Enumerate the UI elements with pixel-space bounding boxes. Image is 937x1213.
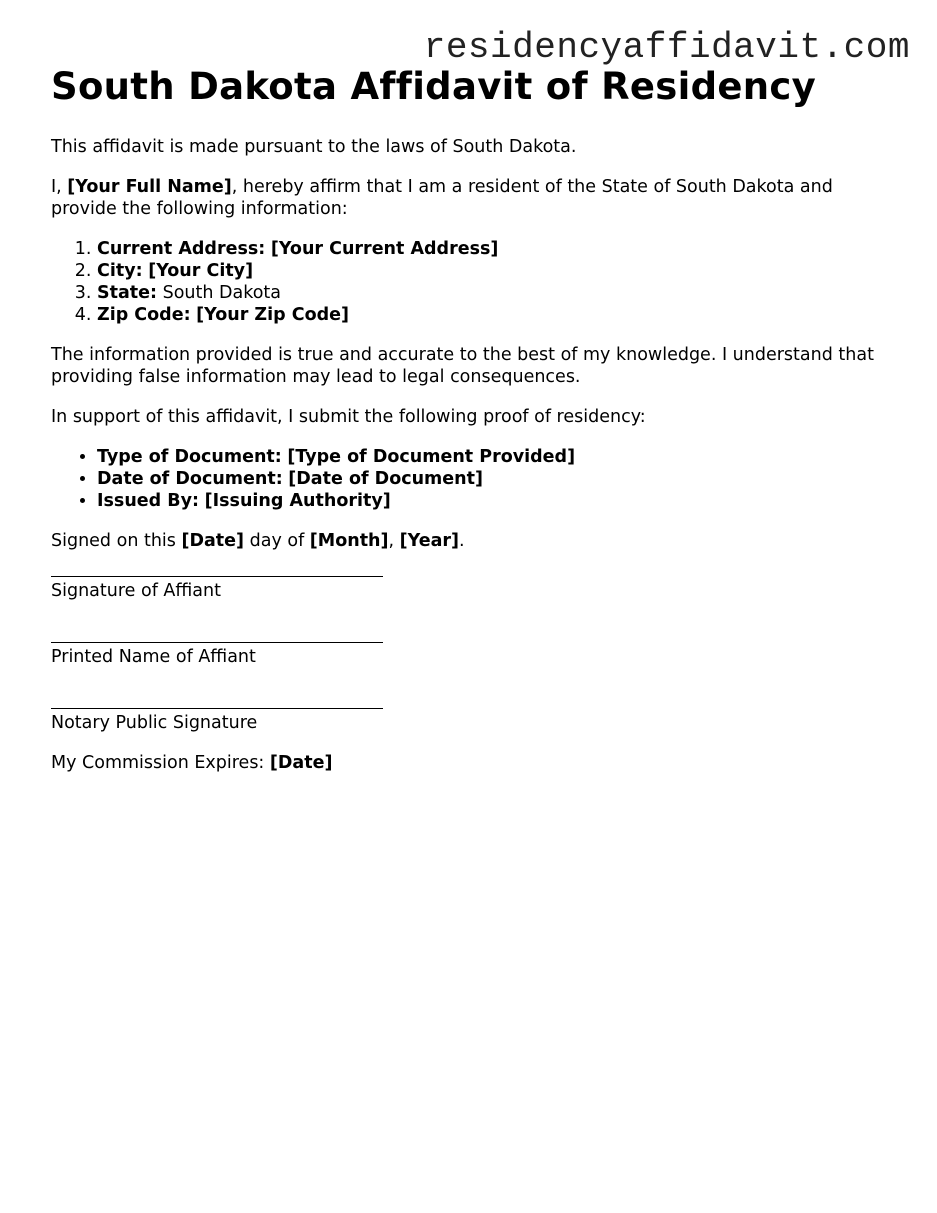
info-value: South Dakota bbox=[162, 283, 282, 303]
signed-prefix: Signed on this bbox=[51, 531, 182, 551]
page-title: South Dakota Affidavit of Residency bbox=[51, 65, 817, 108]
info-item-zip bbox=[97, 304, 891, 326]
notary-signature-line[interactable] bbox=[51, 708, 383, 709]
signed-mid: day of bbox=[244, 531, 310, 551]
proof-value: [Type of Document Provided] bbox=[287, 447, 576, 467]
info-item-city bbox=[97, 260, 891, 282]
signed-year: [Year] bbox=[399, 531, 460, 551]
commission-expiry bbox=[51, 752, 891, 774]
proof-intro: In support of this affidavit, I submit the following proof of residency: bbox=[51, 407, 646, 427]
affiant-printed-name-line[interactable] bbox=[51, 642, 383, 643]
full-name-placeholder: [Your Full Name] bbox=[67, 177, 232, 197]
info-label: State: bbox=[97, 283, 158, 303]
affiant-printed-name-label: Printed Name of Affiant bbox=[51, 647, 256, 667]
truth-statement: The information provided is true and accurate to the best of my knowledge. I understand that providing false information may lead to legal consequences. bbox=[51, 345, 874, 387]
notary-signature-label: Notary Public Signature bbox=[51, 713, 258, 733]
info-label: Zip Code: bbox=[97, 305, 191, 325]
signed-month: [Month] bbox=[309, 531, 389, 551]
proof-list bbox=[51, 446, 891, 512]
proof-item-type bbox=[97, 446, 891, 468]
info-list bbox=[51, 238, 891, 326]
info-item-address bbox=[97, 238, 891, 260]
commission-label: My Commission Expires: bbox=[51, 753, 270, 773]
info-label: Current Address: bbox=[97, 239, 266, 259]
signed-end: . bbox=[459, 531, 465, 551]
affirmation-paragraph bbox=[51, 176, 891, 220]
proof-item-issuer bbox=[97, 490, 891, 512]
affiant-signature-label: Signature of Affiant bbox=[51, 581, 221, 601]
commission-date: [Date] bbox=[269, 753, 333, 773]
proof-value: [Date of Document] bbox=[288, 469, 483, 489]
affirmation-prefix: I, bbox=[51, 177, 68, 197]
site-watermark: residencyaffidavit.com bbox=[423, 27, 910, 68]
proof-label: Date of Document: bbox=[97, 469, 283, 489]
proof-item-date bbox=[97, 468, 891, 490]
info-value: [Your City] bbox=[148, 261, 254, 281]
signature-section bbox=[51, 576, 891, 734]
affiant-signature-line[interactable] bbox=[51, 576, 383, 577]
proof-value: [Issuing Authority] bbox=[204, 491, 391, 511]
signed-comma: , bbox=[388, 531, 400, 551]
info-value: [Your Zip Code] bbox=[196, 305, 349, 325]
signed-date: [Date] bbox=[181, 531, 245, 551]
info-label: City: bbox=[97, 261, 143, 281]
affirmation-suffix: , hereby affirm that I am a resident of the State of South Dakota and provide the following information: bbox=[51, 177, 833, 219]
intro-paragraph: This affidavit is made pursuant to the laws of South Dakota. bbox=[51, 137, 577, 157]
info-item-state bbox=[97, 282, 891, 304]
signed-date-line bbox=[51, 530, 891, 552]
proof-label: Issued By: bbox=[97, 491, 200, 511]
proof-label: Type of Document: bbox=[97, 447, 282, 467]
affidavit-document bbox=[51, 64, 891, 792]
info-value: [Your Current Address] bbox=[270, 239, 499, 259]
